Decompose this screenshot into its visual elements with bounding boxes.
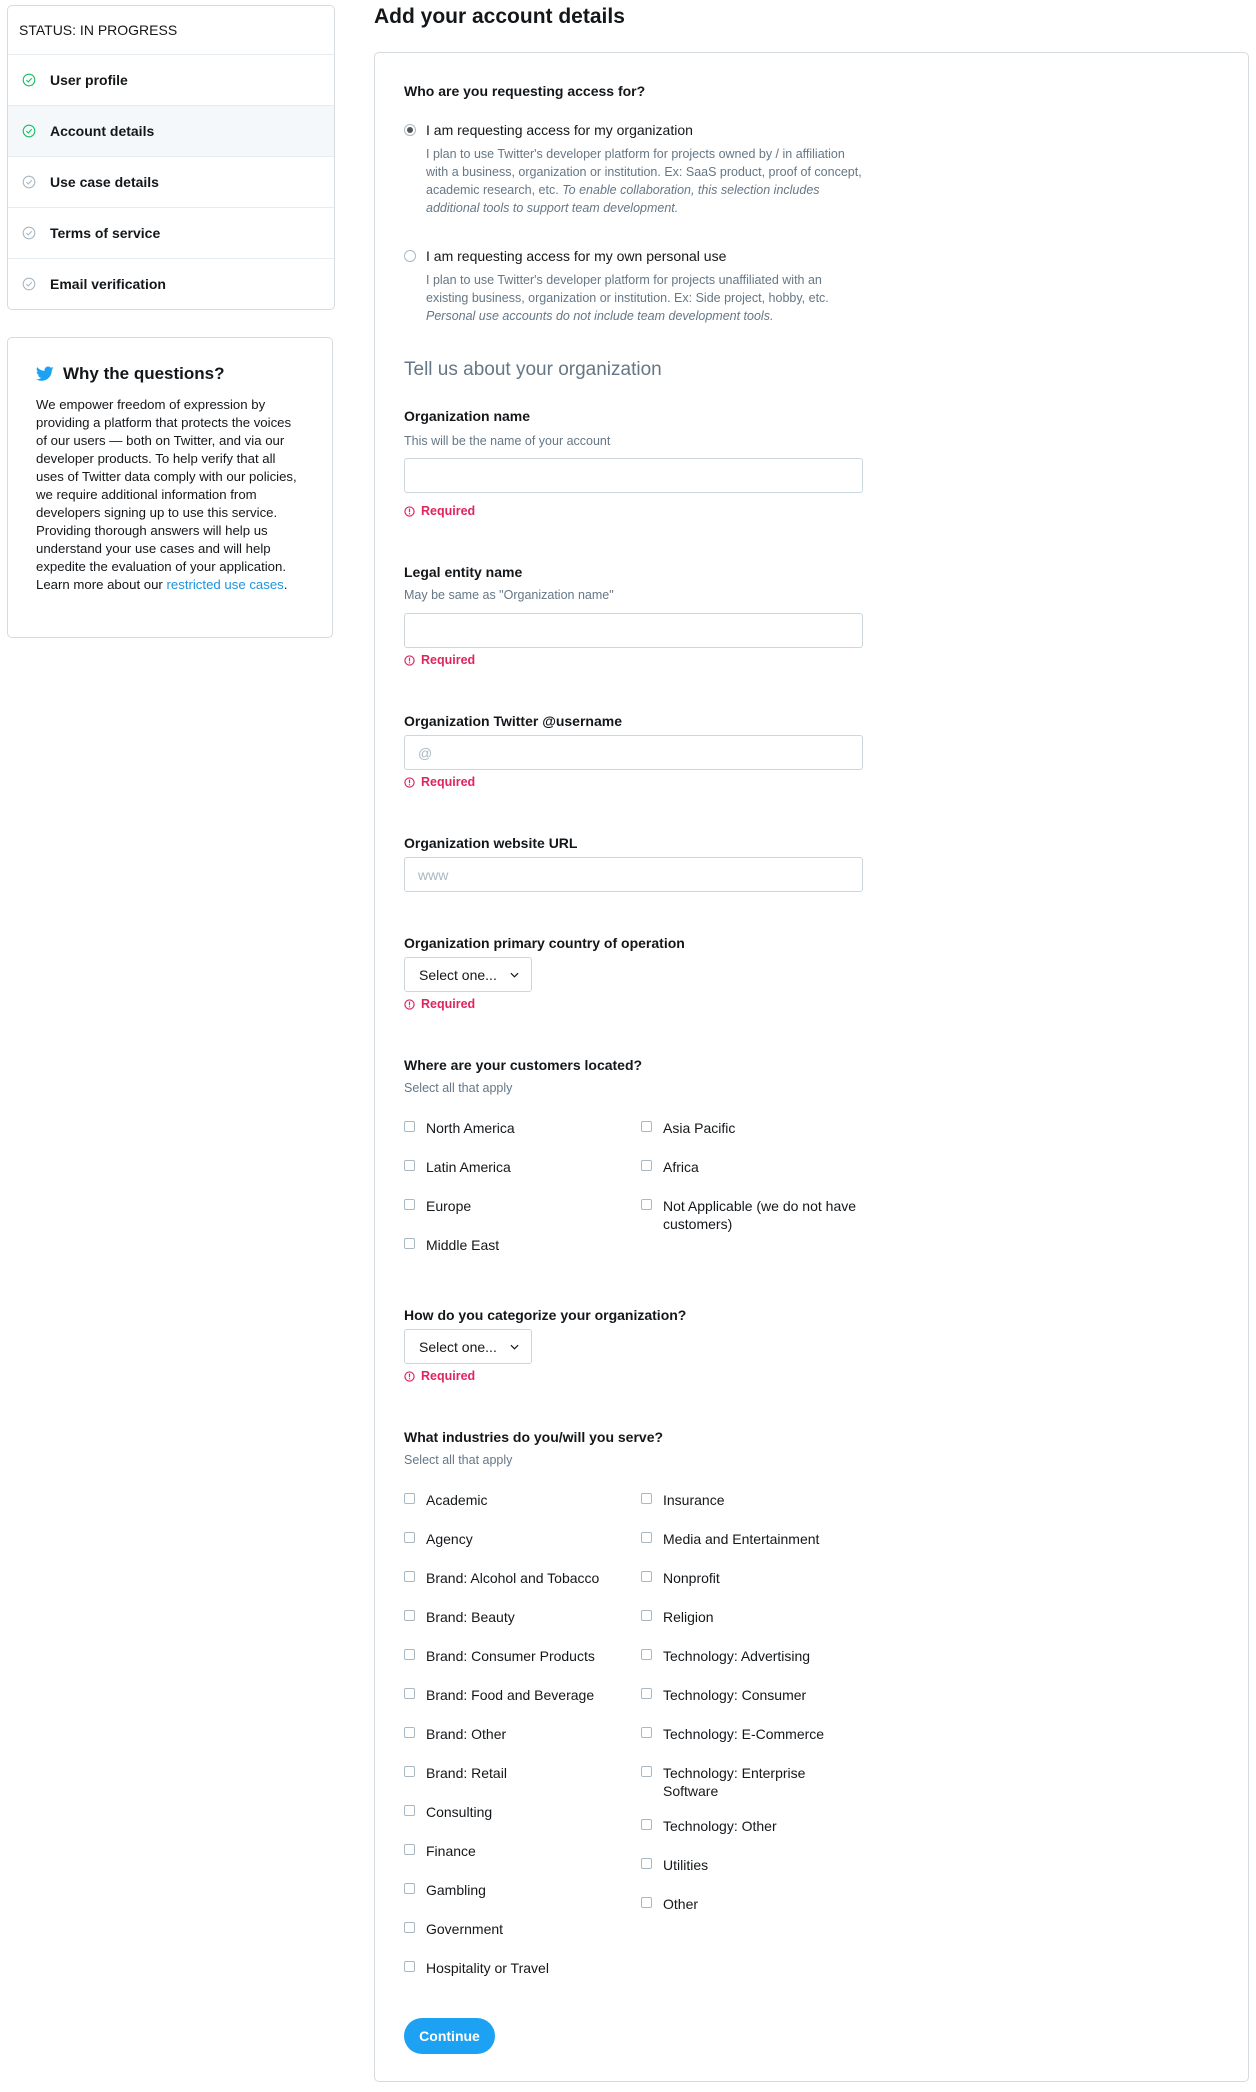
legal-name-hint: May be same as "Organization name" [404, 588, 614, 602]
checkbox[interactable] [404, 1610, 415, 1621]
org-name-input[interactable] [404, 458, 863, 493]
categorize-select[interactable] [404, 1329, 532, 1364]
check-circle-icon [22, 175, 36, 189]
checkbox-option[interactable] [404, 1920, 604, 1938]
checkbox[interactable] [641, 1493, 652, 1504]
progress-card [7, 5, 335, 310]
why-questions-card [7, 337, 333, 638]
checkbox-option[interactable] [404, 1725, 604, 1743]
checkbox-label: Media and Entertainment [663, 1531, 820, 1547]
checkbox[interactable] [404, 1199, 415, 1210]
checkbox-option[interactable] [641, 1530, 856, 1548]
checkbox-option[interactable] [641, 1119, 856, 1137]
checkbox[interactable] [641, 1649, 652, 1660]
checkbox-label: Agency [426, 1531, 473, 1547]
check-circle-icon [22, 277, 36, 291]
step-label: Email verification [50, 276, 166, 292]
checkbox-label: North America [426, 1120, 515, 1136]
checkbox-option[interactable] [641, 1569, 856, 1587]
why-body-text: We empower freedom of expression by providing a platform that protects the voices of our users — both on Twitter, and via our developer products. To help verify that all uses of Twitter data comply with our policies, we require additional information from developers signing up to use this service. Providing thorough answers will help us understand your use cases and will help expedite the evaluation of your application. Learn more about our [36, 397, 297, 592]
radio-button-checked[interactable] [404, 124, 416, 136]
check-circle-icon [22, 124, 36, 138]
categorize-select-value: Select one... [419, 1338, 497, 1355]
checkbox[interactable] [404, 1961, 415, 1972]
radio-organization[interactable] [404, 122, 693, 138]
checkbox[interactable] [404, 1766, 415, 1777]
industries-label: What industries do you/will you serve? [404, 1429, 664, 1445]
personal-desc-text: I plan to use Twitter's developer platform for projects unaffiliated with an existing business, organization or institution. Ex: Side project, hobby, etc. [426, 273, 829, 305]
legal-name-required [404, 653, 475, 667]
checkbox-label: Brand: Beauty [426, 1609, 515, 1625]
checkbox[interactable] [641, 1819, 652, 1830]
radio-personal-label: I am requesting access for my own personal use [426, 248, 727, 264]
checkbox[interactable] [404, 1238, 415, 1249]
page-title: Add your account details [374, 5, 625, 28]
checkbox[interactable] [641, 1688, 652, 1699]
checkbox[interactable] [641, 1858, 652, 1869]
checkbox[interactable] [404, 1844, 415, 1855]
checkbox[interactable] [404, 1121, 415, 1132]
checkbox[interactable] [404, 1727, 415, 1738]
checkbox[interactable] [641, 1897, 652, 1908]
checkbox-label: Brand: Food and Beverage [426, 1687, 595, 1703]
checkbox-label: Asia Pacific [663, 1120, 736, 1136]
checkbox-label: Technology: Enterprise Software [663, 1765, 806, 1799]
why-title-text: Why the questions? [63, 364, 225, 383]
checkbox[interactable] [641, 1160, 652, 1171]
checkbox-label: Technology: Consumer [663, 1687, 807, 1703]
checkbox-label: Insurance [663, 1492, 725, 1508]
check-circle-icon [22, 73, 36, 87]
chevron-down-icon [510, 1344, 519, 1350]
radio-button-unchecked[interactable] [404, 250, 416, 262]
checkbox-option[interactable] [641, 1491, 856, 1509]
country-label: Organization primary country of operation [404, 935, 685, 951]
required-text: Required [421, 997, 476, 1011]
chevron-down-icon [510, 972, 519, 978]
why-body [36, 396, 304, 594]
checkbox-label: Academic [426, 1492, 488, 1508]
alert-circle-icon [404, 655, 415, 666]
org-desc-text: I plan to use Twitter's developer platform for projects owned by / in affiliation with a business, organization or institution. Ex: SaaS product, proof of concept, academic research, etc. [426, 147, 862, 197]
checkbox-option[interactable] [641, 1895, 856, 1913]
checkbox-option[interactable] [404, 1764, 604, 1782]
checkbox-label: Gambling [426, 1882, 486, 1898]
twitter-username-required [404, 775, 475, 789]
org-name-required [404, 504, 475, 518]
categorize-label: How do you categorize your organization? [404, 1307, 687, 1323]
checkbox-label: Europe [426, 1198, 472, 1214]
country-required [404, 997, 475, 1011]
alert-circle-icon [404, 506, 415, 517]
categorize-required [404, 1369, 475, 1383]
website-label: Organization website URL [404, 835, 578, 851]
checkbox-option[interactable] [641, 1686, 856, 1704]
checkbox-option[interactable] [641, 1158, 856, 1176]
checkbox-label: Technology: Other [663, 1818, 777, 1834]
checkbox-label: Technology: E-Commerce [663, 1726, 825, 1742]
step-label: Use case details [50, 174, 159, 190]
step-label: User profile [50, 72, 128, 88]
checkbox-label: Brand: Consumer Products [426, 1648, 595, 1664]
step-item[interactable] [8, 259, 334, 309]
checkbox-option[interactable] [404, 1119, 604, 1137]
status-label: STATUS: IN PROGRESS [8, 6, 334, 55]
step-item[interactable] [8, 106, 334, 157]
twitter-username-input[interactable] [404, 735, 863, 770]
industries-hint: Select all that apply [404, 1453, 513, 1467]
checkbox[interactable] [641, 1199, 652, 1210]
checkbox-option[interactable] [404, 1686, 604, 1704]
checkbox-label: Finance [426, 1843, 476, 1859]
checkbox-label: Brand: Alcohol and Tobacco [426, 1570, 600, 1586]
checkbox[interactable] [404, 1493, 415, 1504]
checkbox-label: Africa [663, 1159, 699, 1175]
checkbox-label: Religion [663, 1609, 714, 1625]
twitter-bird-icon [36, 366, 54, 382]
twitter-username-label: Organization Twitter @username [404, 713, 622, 729]
access-question: Who are you requesting access for? [404, 83, 646, 99]
checkbox-option[interactable] [404, 1803, 604, 1821]
checkbox[interactable] [641, 1766, 652, 1777]
checkbox[interactable] [404, 1883, 415, 1894]
required-text: Required [421, 653, 476, 667]
country-select-value: Select one... [419, 966, 497, 983]
checkbox-option[interactable] [641, 1608, 856, 1626]
checkbox-label: Technology: Advertising [663, 1648, 811, 1664]
checkbox[interactable] [404, 1688, 415, 1699]
checkbox-option[interactable] [404, 1569, 604, 1587]
checkbox-label: Utilities [663, 1857, 709, 1873]
required-text: Required [421, 775, 476, 789]
website-input[interactable] [404, 857, 863, 892]
checkbox-option[interactable] [641, 1856, 856, 1874]
checkbox[interactable] [404, 1160, 415, 1171]
legal-name-label: Legal entity name [404, 564, 523, 580]
step-label: Terms of service [50, 225, 161, 241]
why-period: . [283, 577, 288, 592]
alert-circle-icon [404, 999, 415, 1010]
required-text: Required [421, 504, 476, 518]
checkbox-label: Brand: Other [426, 1726, 507, 1742]
legal-name-input[interactable] [404, 613, 863, 648]
checkbox-label: Not Applicable (we do not have customers) [663, 1198, 857, 1232]
country-select[interactable] [404, 957, 532, 992]
radio-organization-label: I am requesting access for my organization [426, 122, 693, 138]
steps-list [8, 55, 334, 309]
checkbox-label: Latin America [426, 1159, 511, 1175]
radio-personal-description [426, 271, 866, 325]
step-item[interactable] [8, 55, 334, 106]
checkbox[interactable] [404, 1649, 415, 1660]
checkbox-option[interactable] [641, 1817, 856, 1835]
checkbox-label: Consulting [426, 1804, 493, 1820]
continue-button[interactable]: Continue [404, 2018, 495, 2054]
check-circle-icon [22, 226, 36, 240]
alert-circle-icon [404, 1371, 415, 1382]
customers-hint: Select all that apply [404, 1081, 513, 1095]
checkbox[interactable] [641, 1727, 652, 1738]
checkbox[interactable] [404, 1532, 415, 1543]
checkbox-label: Other [663, 1896, 699, 1912]
org-name-label: Organization name [404, 408, 531, 424]
personal-desc-italic: Personal use accounts do not include team development tools. [426, 309, 774, 323]
customers-label: Where are your customers located? [404, 1057, 643, 1073]
checkbox-option[interactable] [404, 1197, 604, 1215]
checkbox-option[interactable] [404, 1158, 604, 1176]
checkbox-option[interactable] [404, 1647, 604, 1665]
account-details-form [374, 52, 1249, 2082]
checkbox-option[interactable] [641, 1764, 856, 1800]
checkbox-option[interactable] [404, 1842, 604, 1860]
checkbox[interactable] [404, 1805, 415, 1816]
checkbox-option[interactable] [641, 1647, 856, 1665]
checkbox-label: Hospitality or Travel [426, 1960, 549, 1976]
checkbox-option[interactable] [641, 1725, 856, 1743]
checkbox[interactable] [404, 1571, 415, 1582]
checkbox-label: Government [426, 1921, 504, 1937]
checkbox[interactable] [641, 1532, 652, 1543]
restricted-use-cases-link[interactable]: restricted use cases [166, 577, 284, 592]
alert-circle-icon [404, 777, 415, 788]
checkbox-option[interactable] [404, 1236, 604, 1254]
org-section-title: Tell us about your organization [404, 359, 662, 380]
checkbox[interactable] [641, 1610, 652, 1621]
checkbox[interactable] [641, 1571, 652, 1582]
checkbox-option[interactable] [641, 1197, 856, 1233]
org-desc-italic: To enable collaboration, this selection includes additional tools to support team development. [426, 183, 820, 215]
checkbox[interactable] [641, 1121, 652, 1132]
step-label: Account details [50, 123, 155, 139]
org-name-hint: This will be the name of your account [404, 434, 611, 448]
step-item[interactable] [8, 208, 334, 259]
radio-personal[interactable] [404, 248, 726, 264]
step-item[interactable] [8, 157, 334, 208]
checkbox[interactable] [404, 1922, 415, 1933]
why-title [36, 364, 304, 384]
checkbox-option[interactable] [404, 1608, 604, 1626]
checkbox-option[interactable] [404, 1959, 604, 1977]
checkbox-option[interactable] [404, 1530, 604, 1548]
checkbox-option[interactable] [404, 1881, 604, 1899]
radio-organization-description [426, 145, 866, 217]
checkbox-option[interactable] [404, 1491, 604, 1509]
checkbox-label: Brand: Retail [426, 1765, 507, 1781]
required-text: Required [421, 1369, 476, 1383]
checkbox-label: Middle East [426, 1237, 500, 1253]
checkbox-label: Nonprofit [663, 1570, 720, 1586]
